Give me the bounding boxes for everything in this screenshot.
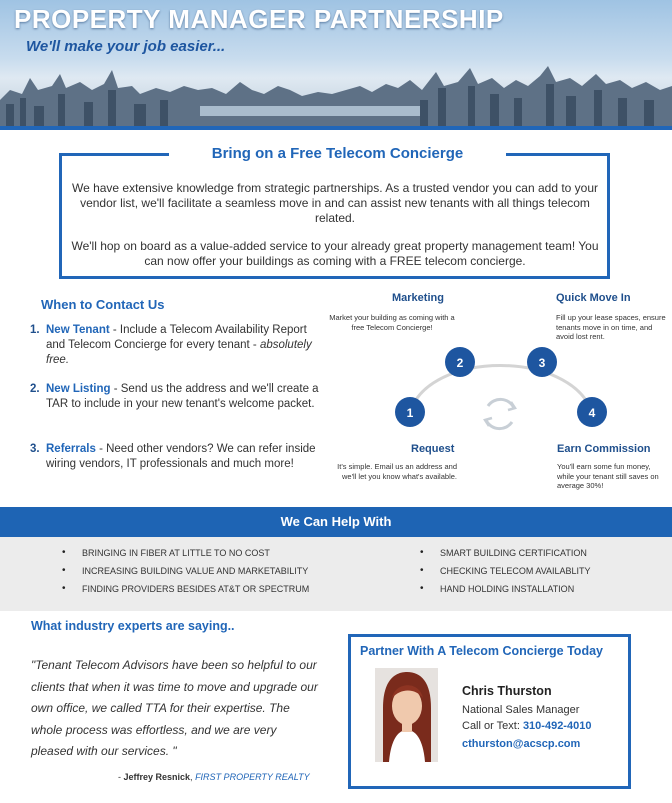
step-desc-quick-move-in: Fill up your lease spaces, ensure tenants move in on time, and avoid lost rent. [556, 313, 666, 341]
contact-item-referrals [30, 442, 320, 472]
step-circle-2 [445, 347, 475, 377]
help-item: • INCREASING BUILDING VALUE AND MARKETABILITY [62, 562, 309, 580]
help-item: • FINDING PROVIDERS BESIDES AT&T OR SPECTRUM [62, 580, 309, 598]
item-key: New Listing [46, 383, 111, 395]
step-title-request: Request [411, 443, 455, 455]
step-desc-request: It's simple. Email us an address and we'll let you know what's available. [337, 462, 457, 481]
phone-label: Call or Text: [462, 720, 523, 732]
step-desc-marketing: Market your building as coming with a free Telecom Concierge! [329, 313, 455, 332]
item-number: 1. [30, 324, 40, 336]
item-text: - Include a Telecom Availability Report and Telecom Concierge for every tenant - [46, 324, 307, 351]
avatar [375, 668, 438, 762]
item-number: 3. [30, 443, 40, 455]
contact-name: Chris Thurston [462, 684, 552, 698]
step-title-marketing: Marketing [392, 292, 444, 304]
partner-title: Partner With A Telecom Concierge Today [360, 644, 603, 658]
box-border-left [59, 153, 169, 156]
box-border-right [506, 153, 610, 156]
step-number: 4 [588, 406, 596, 420]
help-item: • BRINGING IN FIBER AT LITTLE TO NO COST [62, 544, 309, 562]
testimonial-company: FIRST PROPERTY REALTY [195, 772, 310, 782]
help-title: We Can Help With [280, 514, 392, 529]
testimonial-author: Jeffrey Resnick [123, 772, 191, 782]
concierge-paragraph-2: We'll hop on board as a value-added service to your already great property management team! You can now offer your buildings as coming with a FREE telecom concierge. [71, 239, 599, 268]
help-item: • HAND HOLDING INSTALLATION [420, 580, 591, 598]
concierge-title: Bring on a Free Telecom Concierge [211, 145, 464, 162]
page-subtitle: We'll make your job easier... [26, 38, 226, 55]
header-banner [0, 0, 672, 130]
item-key: Referrals [46, 443, 96, 455]
contact-item-new-listing [30, 382, 320, 412]
contact-role: National Sales Manager [462, 704, 580, 716]
item-number: 2. [30, 383, 40, 395]
contact-phone-line [462, 720, 591, 732]
help-list-left [62, 544, 309, 598]
step-circle-3 [527, 347, 557, 377]
step-desc-earn-commission: You'll earn some fun money, while your tenant still saves on average 30%! [557, 462, 659, 490]
process-diagram [380, 340, 620, 440]
step-title-earn-commission: Earn Commission [557, 443, 651, 455]
step-number: 1 [406, 406, 414, 420]
concierge-paragraph-1: We have extensive knowledge from strategic partnerships. As a trusted vendor you can add to your vendor list, we'll facilitate a seamless move in and can assist new tenants with all things telecom related. [71, 181, 599, 225]
process-arc [410, 366, 592, 413]
testimonial-title: What industry experts are saying.. [31, 619, 235, 633]
contact-item-new-tenant [30, 323, 320, 368]
step-circle-4 [577, 397, 607, 427]
help-item: • SMART BUILDING CERTIFICATION [420, 544, 591, 562]
step-number: 3 [538, 356, 546, 370]
item-text: - Send us the address and we'll create a TAR to include in your new tenant's welcome packet. [46, 383, 319, 410]
step-circle-1 [395, 397, 425, 427]
phone-link[interactable]: 310-492-4010 [522, 720, 592, 732]
step-title-quick-move-in: Quick Move In [556, 292, 631, 304]
help-item: • CHECKING TELECOM AVAILABLITY [420, 562, 591, 580]
step-number: 2 [456, 356, 464, 370]
email-link[interactable]: cthurston@acscp.com [462, 738, 581, 750]
item-emphasis: absolutely free. [46, 339, 312, 366]
page-title: PROPERTY MANAGER PARTNERSHIP [14, 4, 504, 34]
item-text: - Need other vendors? We can refer inside wiring vendors, IT professionals and much more! [46, 443, 316, 470]
city-skyline-image [0, 60, 672, 130]
refresh-cycle-icon [485, 399, 515, 428]
testimonial-attribution: - Jeffrey Resnick, FIRST PROPERTY REALTY [118, 772, 310, 782]
item-key: New Tenant [46, 324, 110, 336]
when-to-contact-title: When to Contact Us [41, 297, 165, 312]
attribution-dash: - [118, 772, 124, 782]
help-list-right [420, 544, 591, 598]
testimonial-quote: "Tenant Telecom Advisors have been so helpful to our clients that when it was time to move and upgrade our own office, we called TTA for their expertise. The whole process was effortless, and we are very pleased with our services. " [31, 658, 318, 758]
